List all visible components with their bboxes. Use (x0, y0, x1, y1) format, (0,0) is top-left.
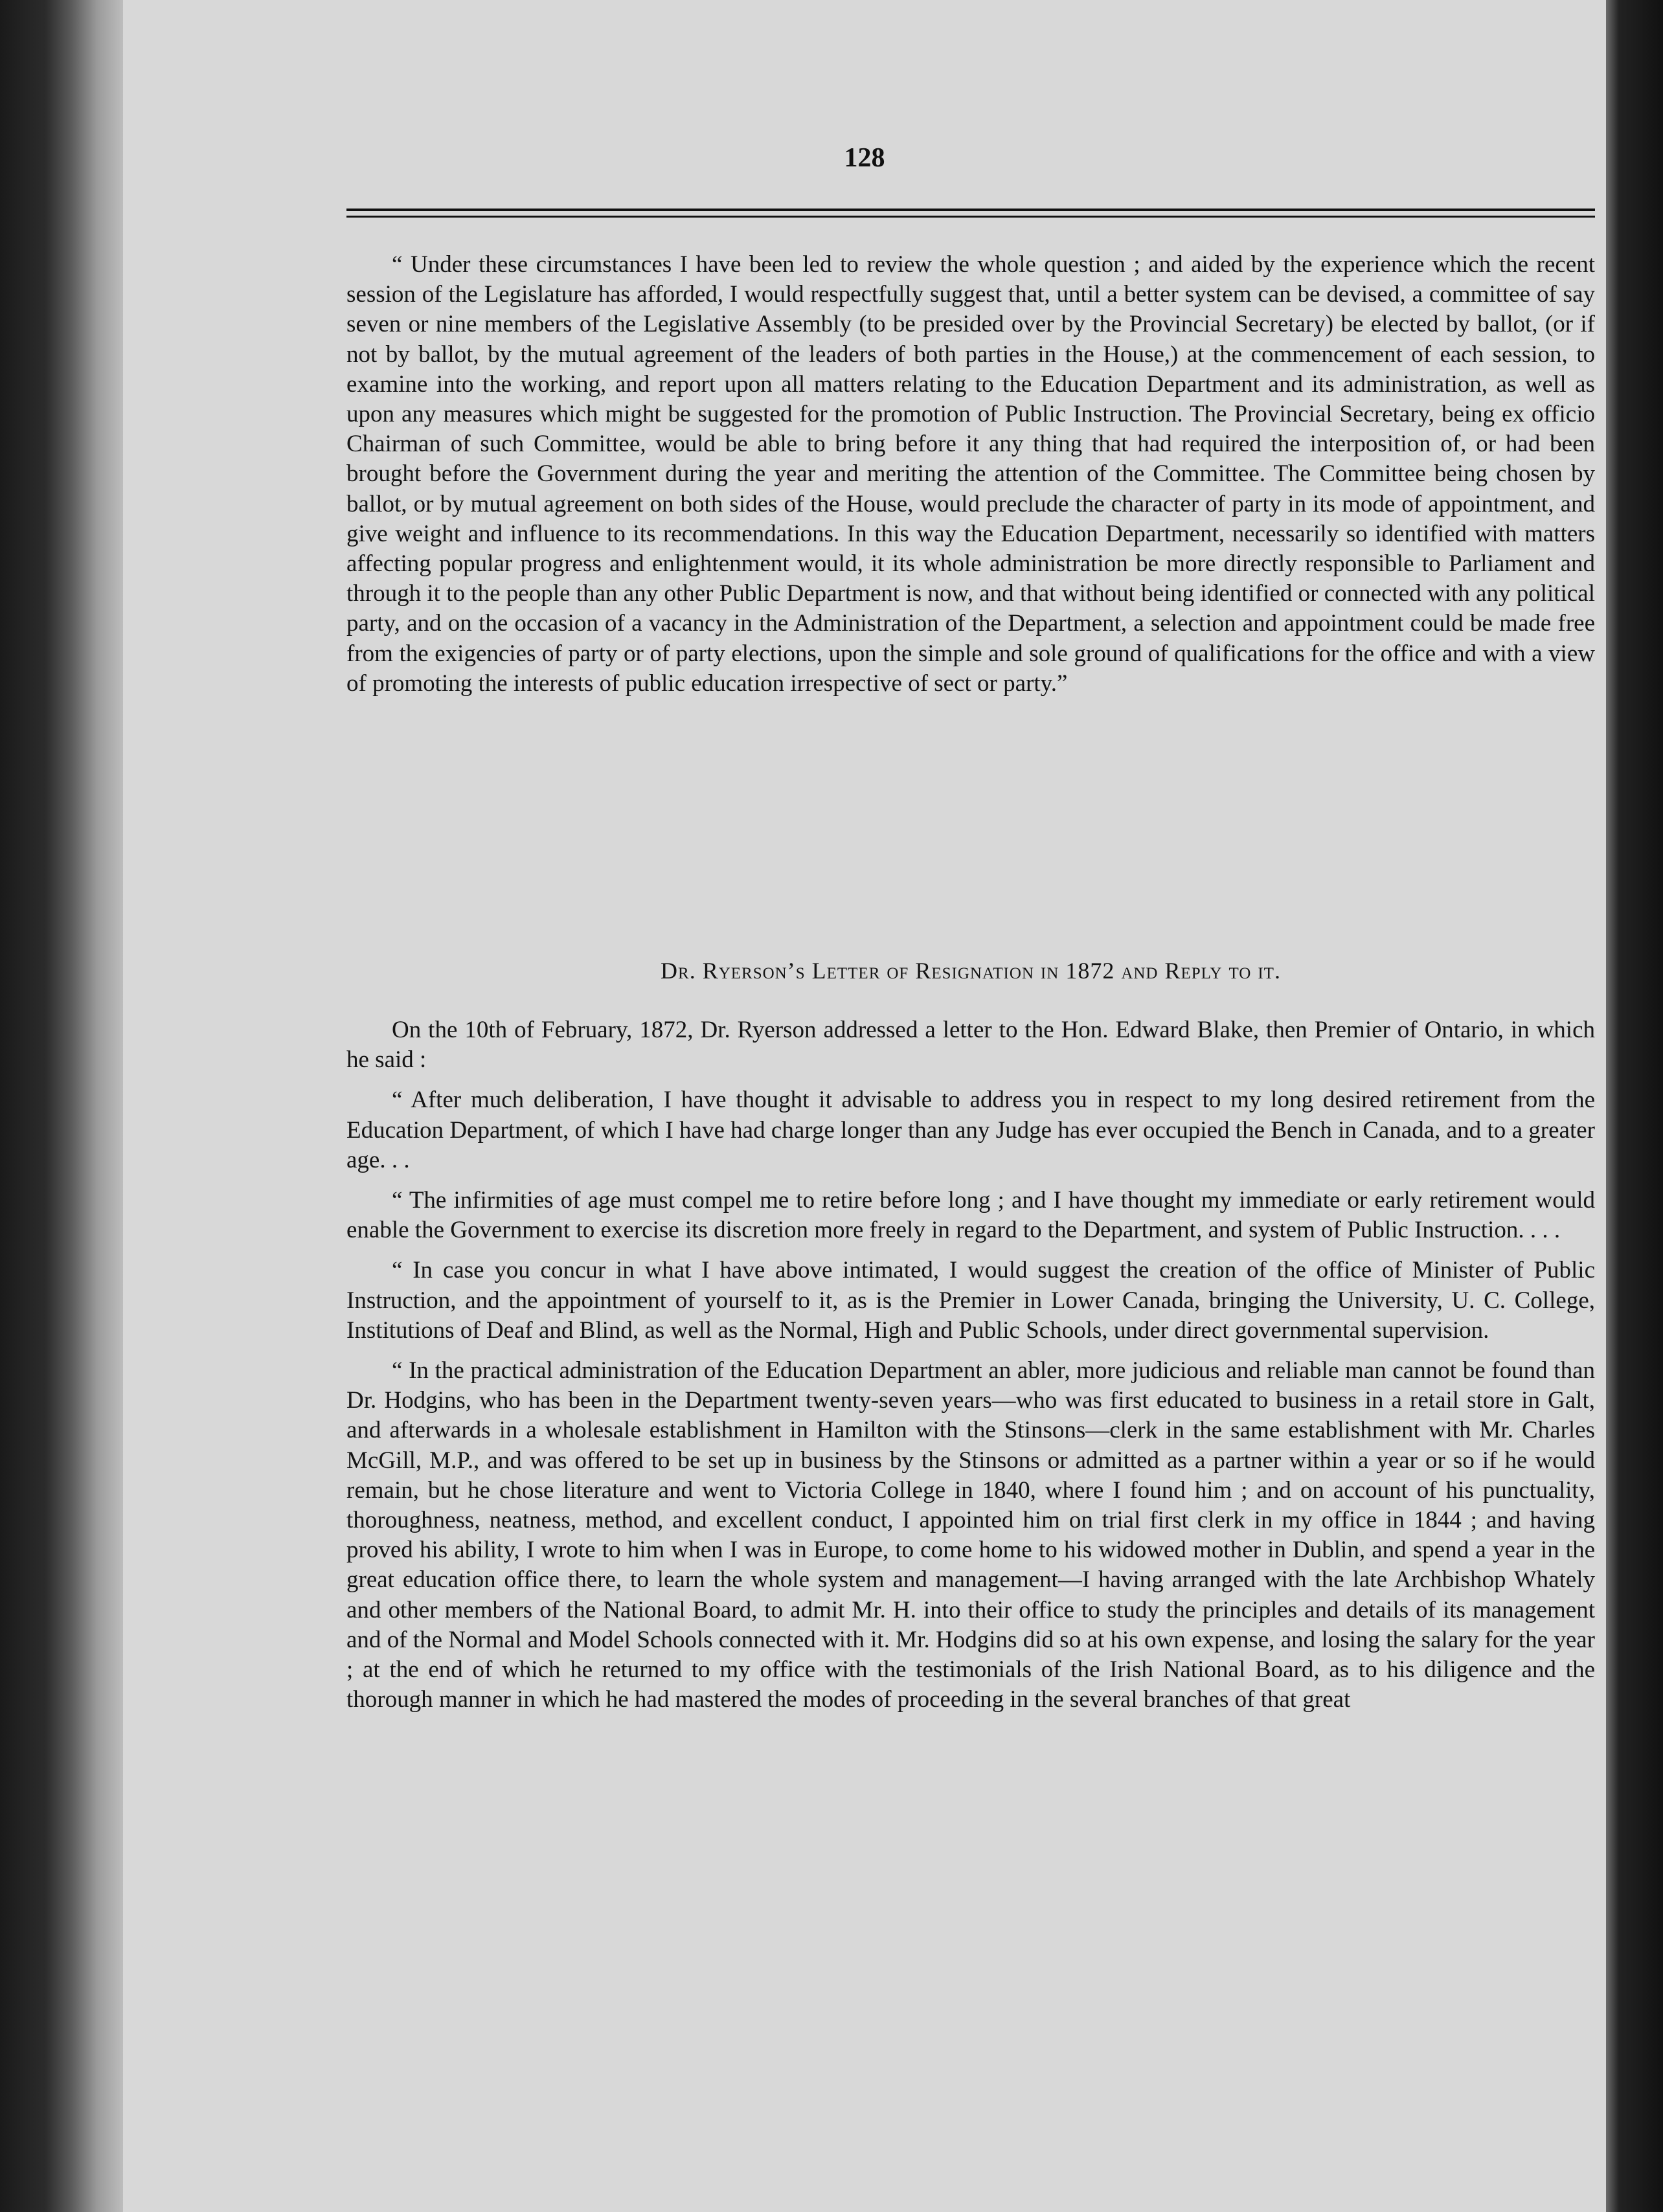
section-heading: Dr. Ryerson’s Letter of Resignation in 1872 and Reply to it. (661, 958, 1281, 984)
page-number: 128 (844, 143, 885, 173)
book-binding-right (1606, 0, 1663, 2212)
book-binding-left (0, 0, 123, 2212)
letter-body (346, 1015, 1595, 1715)
body-paragraph: “ The infirmities of age must compel me to retire before long ; and I have thought my immediate or early retirement would enable the Government to exercise its discretion more freely in regard to the Department, and system of Public Instruction. . . . (346, 1187, 1595, 1244)
document-page (123, 0, 1606, 2212)
quote-paragraph: “ Under these circumstances I have been led to review the whole question ; and aided by the experience which the recent session of the Legislature has afforded, I would respectfully suggest that, until a better system can be devised, a committee of say seven or nine members of the Legislative Assembly (to be presided over by the Provincial Secretary) be elected by ballot, (or if not by ballot, by the mutual agreement of the leaders of both parties in the House,) at the commencement of each session, to examine into the working, and report upon all matters relating to the Education Department and its administration, as well as upon any measures which might be suggested for the promotion of Public Instruction. The Provincial Secretary, being ex officio Chairman of such Committee, would be able to bring before it any thing that had required the interposition of, or had been brought before the Government during the year and meriting the attention of the Committee. The Committee being chosen by ballot, or by mutual agreement on both sides of the House, would preclude the character of party in its mode of appointment, and give weight and influence to its recommendations. In this way the Education Department, necessarily so identified with matters affecting popular progress and enlightenment would, it its whole administration be more directly responsible to Parliament and through it to the people than any other Public Department is now, and that without being identified or connected with any political party, and on the occasion of a vacancy in the Administration of the Department, a selection and appointment could be made free from the exigencies of party or of party elections, upon the simple and sole ground of qualifications for the office and with a view of promoting the interests of public education irrespective of sect or party.” (346, 251, 1595, 697)
header-rule-bottom (346, 216, 1595, 218)
body-paragraph: On the 10th of February, 1872, Dr. Ryerson addressed a letter to the Hon. Edward Blake, then Premier of Ontario, in which he said : (346, 1017, 1595, 1074)
header-rule-top (346, 209, 1595, 211)
quoted-passage (346, 250, 1595, 699)
body-paragraph: “ In case you concur in what I have above intimated, I would suggest the creation of the office of Minister of Public Instruction, and the appointment of yourself to it, as is the Premier in Lower Canada, bringing the University, U. C. College, Institutions of Deaf and Blind, as well as the Normal, High and Public Schools, under direct governmental supervision. (346, 1257, 1595, 1344)
body-paragraph: “ After much deliberation, I have thought it advisable to address you in respect to my long desired retirement from the Education Department, of which I have had charge longer than any Judge has ever occupied the Bench in Canada, and to a greater age. . . (346, 1087, 1595, 1173)
body-paragraph: “ In the practical administration of the Education Department an abler, more judicious and reliable man cannot be found than Dr. Hodgins, who has been in the Department twenty-seven years—who was first educated to business in a retail store in Galt, and afterwards in a wholesale establishment in Hamilton with the Stinsons—clerk in the same establishment with Mr. Charles McGill, M.P., and was offered to be set up in business by the Stinsons or admitted as a partner within a year or so if he would remain, but he chose literature and went to Victoria College in 1840, where I found him ; and on account of his punctuality, thoroughness, neatness, method, and excellent conduct, I appointed him on trial first clerk in my office in 1844 ; and having proved his ability, I wrote to him when I was in Europe, to come home to his widowed mother in Dublin, and spend a year in the great education office there, to learn the whole system and management—I having arranged with the late Archbishop Whately and other members of the National Board, to admit Mr. H. into their office to study the principles and details of its management and of the Normal and Model Schools connected with it. Mr. Hodgins did so at his own expense, and losing the salary for the year ; at the end of which he returned to my office with the testimonials of the Irish National Board, as to his diligence and the thorough manner in which he had mastered the modes of proceeding in the several branches of that great (346, 1357, 1595, 1713)
